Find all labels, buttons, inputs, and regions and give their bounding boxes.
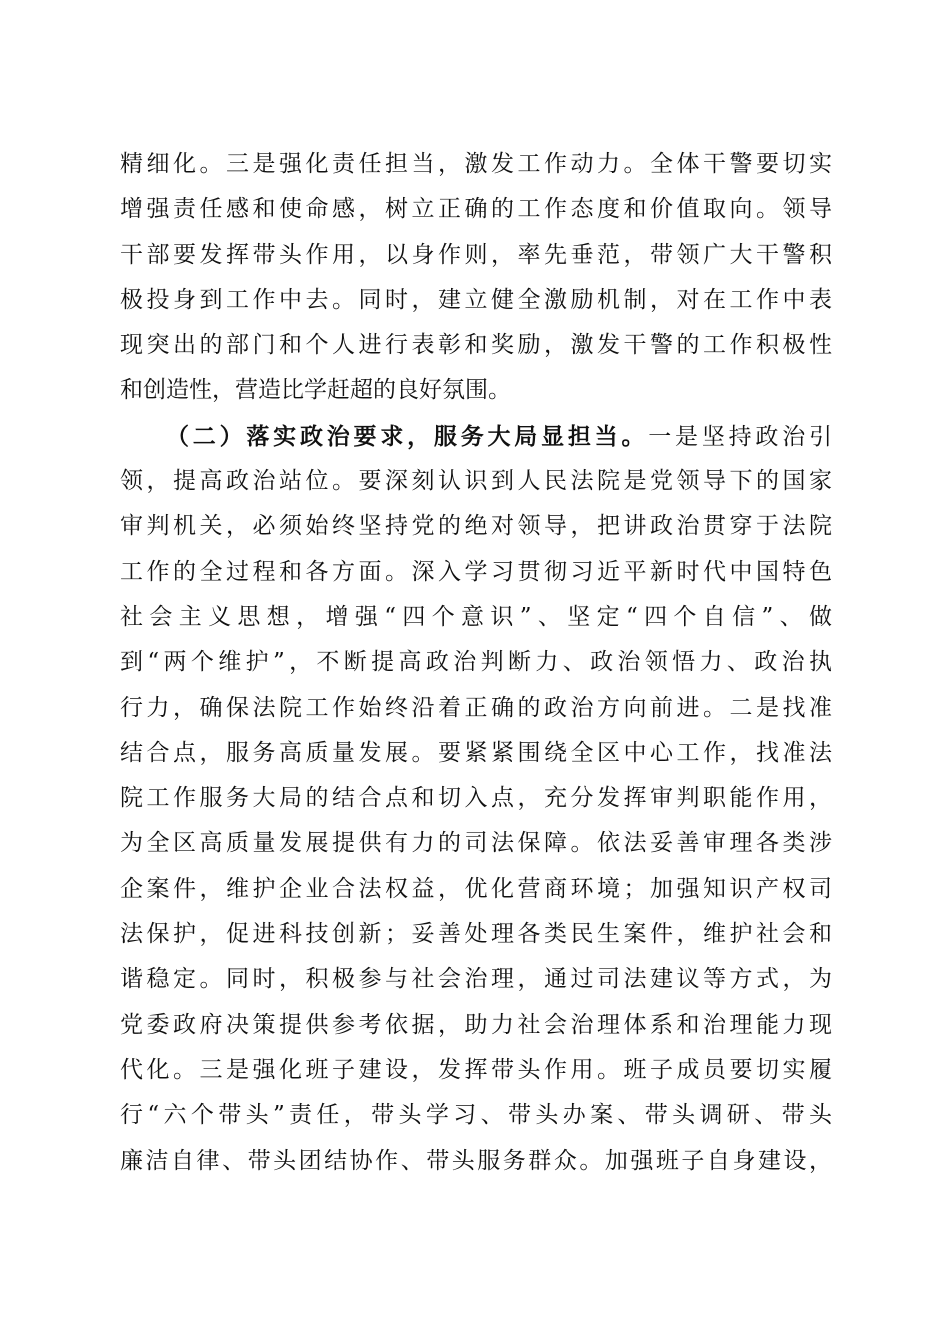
text-line: 廉洁自律、带头团结协作、带头服务群众。加强班子自身建设， [120,1147,832,1174]
text-line: 极投身到工作中去。同时，建立健全激励机制，对在工作中表 [120,286,832,313]
text-line: 到“两个维护”，不断提高政治判断力、政治领悟力、政治执 [120,649,832,676]
body-text [120,142,832,1184]
text-line: 行“六个带头”责任，带头学习、带头办案、带头调研、带头 [120,1102,832,1129]
section-heading: （二）落实政治要求，服务大局显担当。 [166,422,649,450]
text-line: 审判机关，必须始终坚持党的绝对领导，把讲政治贯穿于法院 [120,513,832,540]
text-run: 一是坚持政治引 [648,423,833,450]
text-line: 工作的全过程和各方面。深入学习贯彻习近平新时代中国特色 [120,558,832,585]
text-line: 企案件，维护企业合法权益，优化营商环境；加强知识产权司 [120,875,832,902]
text-line: 谐稳定。同时，积极参与社会治理，通过司法建议等方式，为 [120,966,832,993]
paragraph-2 [120,414,832,1184]
text-line: 党委政府决策提供参考依据，助力社会治理体系和治理能力现 [120,1011,832,1038]
text-line: 领，提高政治站位。要深刻认识到人民法院是党领导下的国家 [120,468,832,495]
text-line: 行力，确保法院工作始终沿着正确的政治方向前进。二是找准 [120,694,832,721]
text-line: 结合点，服务高质量发展。要紧紧围绕全区中心工作，找准法 [120,739,832,766]
text-line: 增强责任感和使命感，树立正确的工作态度和价值取向。领导 [120,196,832,223]
paragraph-2-first-line [120,414,832,459]
text-line: 和创造性，营造比学赶超的良好氛围。 [120,377,511,404]
text-line: 精细化。三是强化责任担当，激发工作动力。全体干警要切实 [120,151,832,177]
text-line: 社会主义思想，增强“四个意识”、坚定“四个自信”、做 [120,603,832,630]
text-line: 代化。三是强化班子建设，发挥带头作用。班子成员要切实履 [120,1056,832,1083]
paragraph-1 [120,142,832,414]
text-line: 现突出的部门和个人进行表彰和奖励，激发干警的工作积极性 [120,332,832,359]
text-line: 为全区高质量发展提供有力的司法保障。依法妥善审理各类涉 [120,830,832,857]
text-line: 院工作服务大局的结合点和切入点，充分发挥审判职能作用， [120,785,832,812]
text-line: 干部要发挥带头作用，以身作则，率先垂范，带领广大干警积 [120,241,832,268]
text-line: 法保护，促进科技创新；妥善处理各类民生案件，维护社会和 [120,921,832,948]
